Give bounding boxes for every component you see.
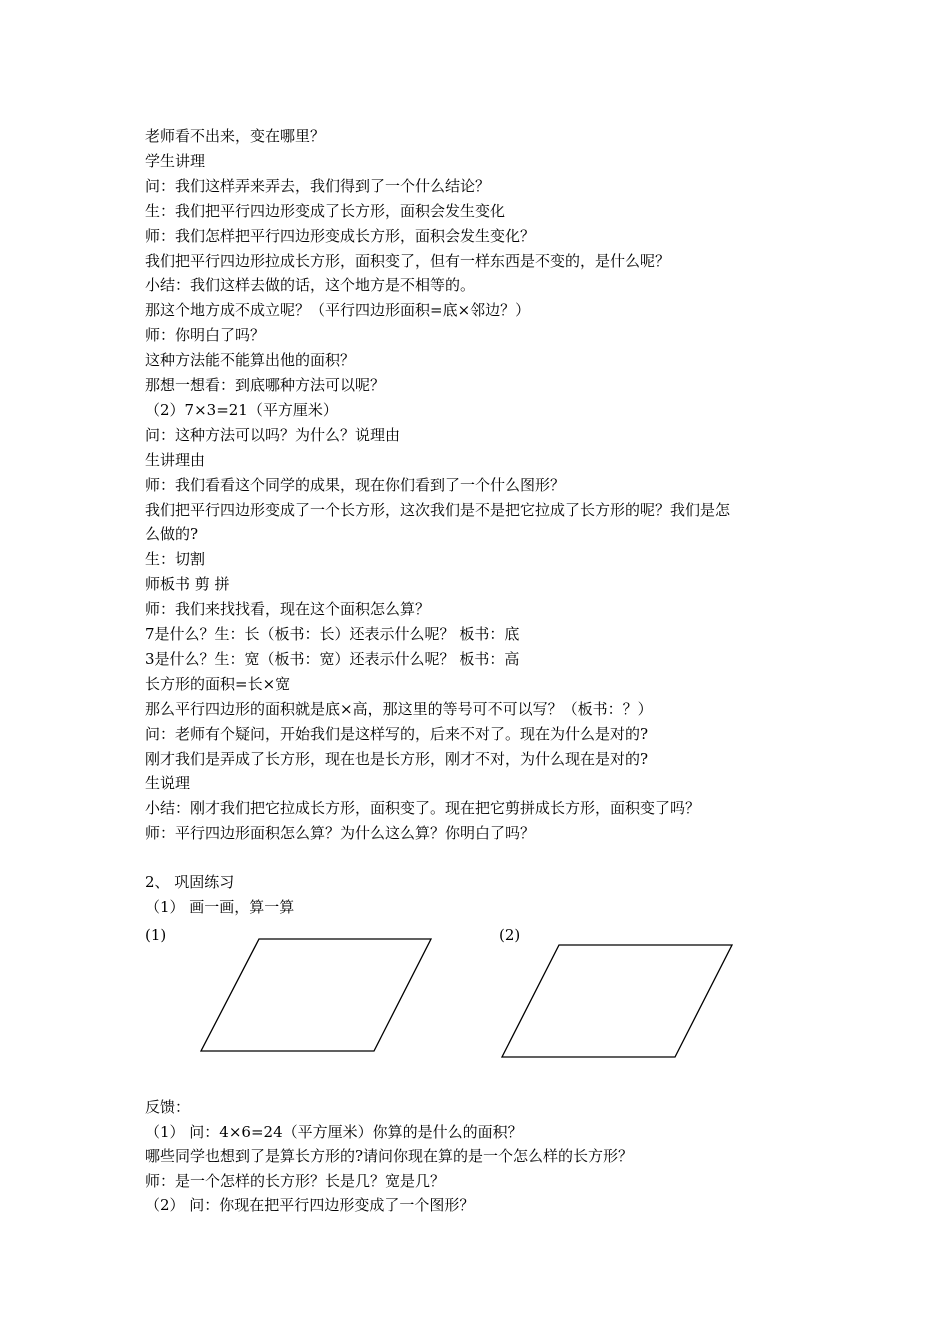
text-line: （2）7×3=21（平方厘米） [145,400,338,419]
text-line: 师：我们来找找看，现在这个面积怎么算？ [145,600,431,619]
text-line: 老师看不出来，变在哪里？ [145,127,326,145]
text-line: 师板书 剪 拼 [145,575,230,594]
parallelogram-2 [502,945,732,1057]
parallelogram-1 [201,939,431,1051]
text-line: 那想一想看：到底哪种方法可以呢？ [145,376,386,394]
text-line: 小结：我们这样去做的话，这个地方是不相等的。 [145,276,476,295]
text-line: 问：我们这样弄来弄去，我们得到了一个什么结论？ [145,176,491,195]
text-line: 问：老师有个疑问，开始我们是这样写的，后来不对了。现在为什么是对的? [145,724,649,743]
text-line: 那这个地方成不成立呢？（平行四边形面积=底×邻边？） [145,301,531,320]
text-line: （2） 问：你现在把平行四边形变成了一个图形？ [145,1196,475,1214]
text-line: 3是什么？生：宽（板书：宽）还表示什么呢？ 板书：高 [145,649,520,668]
text-line: 这种方法能不能算出他的面积？ [145,351,356,370]
text-line: 那么平行四边形的面积就是底×高，那这里的等号可不可以写？（板书：？） [145,699,653,718]
text-line: 我们把平行四边形拉成长方形，面积变了，但有一样东西是不变的，是什么呢？ [145,251,671,270]
text-line: 师：是一个怎样的长方形？长是几？宽是几？ [145,1171,446,1190]
text-line: （1） 问：4×6=24（平方厘米）你算的是什么的面积？ [145,1122,523,1141]
text-line: 生说理 [145,774,191,793]
text-line: 师：我们看看这个同学的成果，现在你们看到了一个什么图形？ [145,475,566,494]
text-line: 学生讲理 [145,151,206,170]
text-line: 生：我们把平行四边形变成了长方形，面积会发生变化 [145,201,506,220]
exercise-title: （1） 画一画，算一算 [145,898,295,916]
text-line: 刚才我们是弄成了长方形，现在也是长方形，刚才不对，为什么现在是对的? [145,749,649,768]
text-line: 反馈： [145,1098,191,1116]
figure-label-1: (1) [145,926,167,944]
text-line: 师：我们怎样把平行四边形变成长方形，面积会发生变化？ [145,226,536,245]
figure-label-2: (2) [499,926,521,944]
text-line: 师：平行四边形面积怎么算？为什么这么算？你明白了吗？ [145,824,536,843]
text-line: 师：你明白了吗？ [145,326,266,345]
text-line: 问：这种方法可以吗？为什么？说理由 [145,425,401,444]
text-line: 生：切割 [145,550,206,569]
text-line: 哪些同学也想到了是算长方形的?请问你现在算的是一个怎么样的长方形？ [145,1147,634,1165]
text-line: 小结：刚才我们把它拉成长方形，面积变了。现在把它剪拼成长方形，面积变了吗？ [145,799,701,818]
section-title: 2、 巩固练习 [145,873,235,891]
text-line: 7是什么？生：长（板书：长）还表示什么呢？ 板书：底 [145,625,520,643]
text-line: 长方形的面积=长×宽 [145,674,291,693]
text-line: 我们把平行四边形变成了一个长方形，这次我们是不是把它拉成了长方形的呢？我们是怎 [145,500,731,519]
text-line: 么做的? [145,525,199,544]
text-line: 生讲理由 [145,450,206,469]
